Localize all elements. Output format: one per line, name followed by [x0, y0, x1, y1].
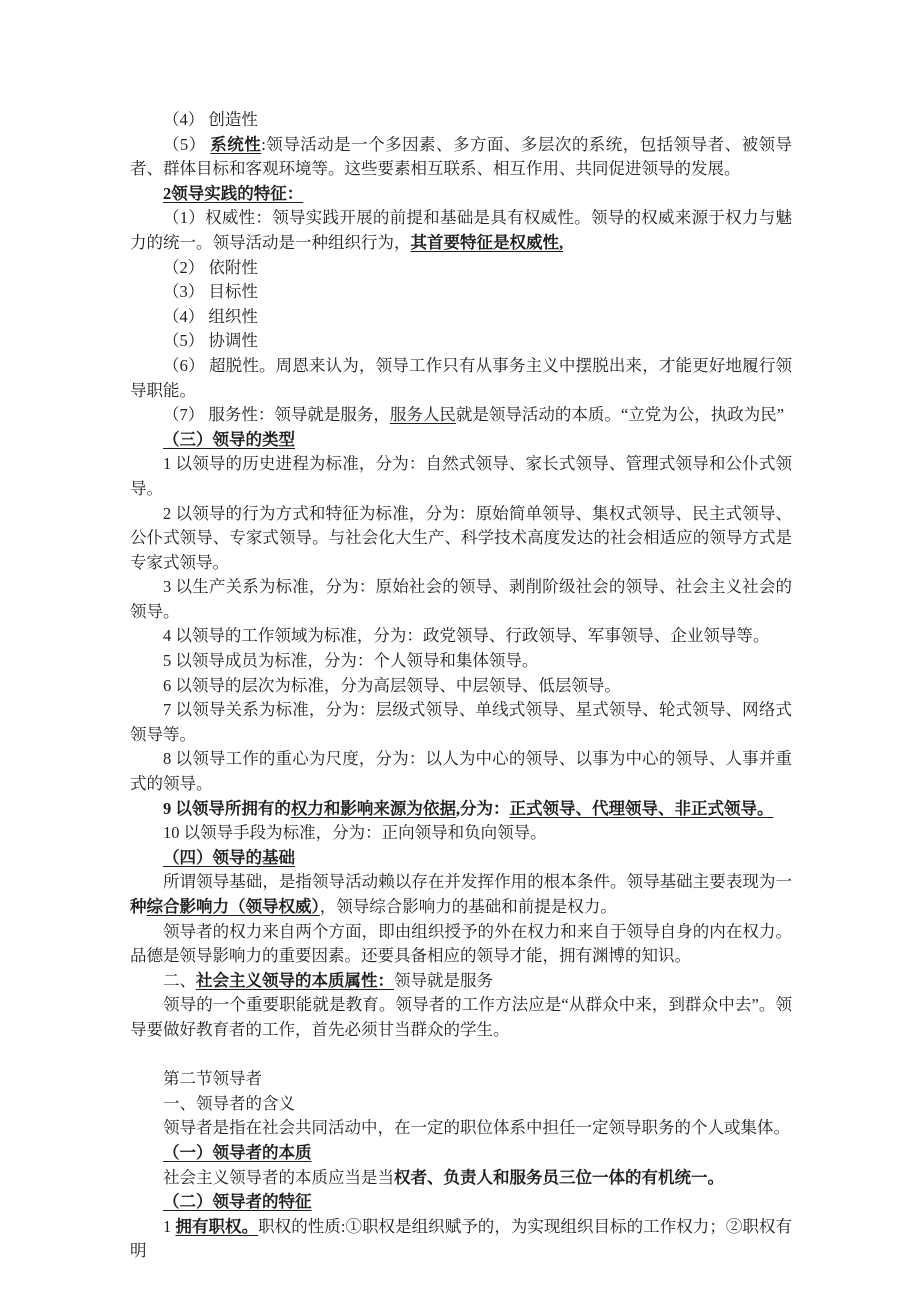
text-run: （二）领导者的特征 [163, 1192, 312, 1212]
paragraph [130, 1141, 792, 1166]
text-run: 8 以领导工作的重心为尺度，分为：以人为中心的领导、以事为中心的领导、人事并重式的领导。 [130, 749, 792, 794]
text-run: 6 以领导的层次为标准，分为高层领导、中层领导、低层领导。 [163, 675, 621, 695]
text-run: 10 以领导手段为标准，分为：正向领导和负向领导。 [163, 823, 547, 843]
paragraph [130, 206, 792, 255]
paragraph [130, 354, 792, 403]
text-run: 3 以生产关系为标准，分为：原始社会的领导、剥削阶级社会的领导、社会主义社会的领导。 [130, 577, 792, 621]
text-run: 7 以领导关系为标准，分为：层级式领导、单线式领导、星式领导、轮式领导、网络式领导等。 [130, 700, 792, 744]
text-run: 5 以领导成员为标准，分为：个人领导和集体领导。 [163, 651, 539, 671]
text-run: 职权的性质:①职权是组织赋予的，为实现组织目标的工作权力；②职权有明 [130, 1216, 792, 1261]
text-run: 4 以领导的工作领域为标准，分为：政党领导、行政领导、军事领导、企业领导等。 [163, 626, 770, 646]
text-run: （四）领导的基础 [163, 847, 295, 867]
paragraph [130, 108, 792, 133]
text-run: （5） 协调性 [163, 331, 258, 351]
paragraph [130, 649, 792, 674]
text-run: （一）领导者的本质 [163, 1142, 312, 1162]
text-run: 种 [130, 897, 147, 916]
text-run: （7） 服务性：领导就是服务， [163, 405, 390, 425]
text-run: 综合影响力（领导权威） [146, 897, 320, 916]
text-run: 正式领导、代理领导、非正式领导。 [509, 798, 774, 818]
text-run: ，领导综合影响力的基础和前提是权力。 [319, 897, 617, 916]
paragraph [130, 502, 792, 576]
text-run: 所谓领导基础，是指领导活动赖以存在并发挥作用的根本条件。领导基础主要表现为一 [163, 872, 792, 892]
text-run: 领导的一个重要职能就是教育。领导者的工作方法应是“从群众中来，到群众中去”。领导要做好教育者的工作，首先必须甘当群众的学生。 [130, 995, 792, 1039]
text-run: （4） 创造性 [163, 110, 258, 129]
paragraph [130, 1190, 792, 1215]
text-run: （4） 组织性 [163, 306, 258, 326]
paragraph [130, 1166, 792, 1191]
paragraph [130, 452, 792, 501]
paragraph [130, 182, 792, 207]
paragraph [130, 305, 792, 330]
blank-line [130, 1043, 792, 1068]
text-run: 第二节领导者 [163, 1069, 262, 1089]
paragraph [130, 1215, 792, 1264]
text-run: （2） 依附性 [163, 257, 258, 277]
paragraph [130, 1116, 792, 1141]
text-run: 9 以领导所拥有的 [163, 798, 291, 818]
text-run: （三）领导的类型 [163, 429, 295, 449]
text-run: 2 以领导的行为方式和特征为标准，分为：原始简单领导、集权式领导、民主式领导、公仆式领导、专家式领导。与社会化大生产、科学技术高度发达的社会相适应的领导方式是专家式领导。 [130, 503, 792, 572]
text-run: （6） 超脱性。周恩来认为，领导工作只有从事务主义中摆脱出来，才能更好地履行领导职能。 [130, 355, 792, 400]
paragraph [130, 920, 792, 969]
paragraph [130, 624, 792, 649]
text-run: 社会主义领导者的本质应当是当 [163, 1167, 394, 1187]
paragraph [130, 403, 792, 428]
paragraph [130, 821, 792, 846]
paragraph [130, 674, 792, 699]
paragraph [130, 256, 792, 281]
paragraph [130, 870, 792, 919]
text-run: （1）权威性：领导实践开展的前提和基础是具有权威性。领导的权威来源于权力与魅力的统一。领导活动是一种组织行为， [130, 208, 792, 252]
text-run: （3） 目标性 [163, 282, 258, 302]
text-run: 社会主义领导的本质属性： [196, 970, 394, 990]
text-run: 权力和影响来源为依据 [290, 798, 456, 818]
text-run: 二、 [163, 970, 196, 990]
paragraph [130, 1092, 792, 1117]
text-run: 领导者是指在社会共同活动中，在一定的职位体系中担任一定领导职务的个人或集体。 [163, 1118, 790, 1138]
paragraph [130, 575, 792, 624]
paragraph [130, 747, 792, 796]
paragraph [130, 846, 792, 871]
text-run: :领导活动是一个多因素、多方面、多层次的系统，包括领导者、被领导者、群体目标和客观环境等。这些要素相互联系、相互作用、共同促进领导的发展。 [130, 134, 793, 179]
text-run: 领导就是服务 [394, 970, 493, 990]
text-run: 拥有职权。 [175, 1216, 259, 1236]
text-run: 2领导实践的特征： [163, 183, 304, 203]
paragraph [130, 993, 792, 1042]
text-run: ,分为： [455, 798, 510, 818]
text-run: 其首要特征是权威性, [410, 232, 564, 252]
paragraph [130, 1067, 792, 1092]
paragraph [130, 797, 792, 822]
paragraph [130, 969, 792, 994]
text-run: 系统性 [210, 134, 262, 154]
text-run: 一、领导者的含义 [163, 1093, 295, 1113]
text-run: （5） [163, 134, 211, 154]
paragraph [130, 329, 792, 354]
text-run: 1 [163, 1216, 176, 1236]
paragraph [130, 133, 792, 182]
text-run: 领导者的权力来自两个方面，即由组织授予的外在权力和来自于领导自身的内在权力。品德是领导影响力的重要因素。还要具备相应的领导才能，拥有渊博的知识。 [130, 921, 792, 966]
text-run: 权者、负责人和服务员三位一体的有机统一。 [394, 1167, 724, 1187]
text-run: 就是领导活动的本质。“立党为公，执政为民” [455, 405, 785, 425]
text-run: 1 以领导的历史进程为标准，分为：自然式领导、家长式领导、管理式领导和公仆式领导。 [130, 454, 792, 498]
paragraph [130, 698, 792, 747]
paragraph [130, 280, 792, 305]
paragraph [130, 428, 792, 453]
text-run: 服务人民 [389, 405, 456, 425]
